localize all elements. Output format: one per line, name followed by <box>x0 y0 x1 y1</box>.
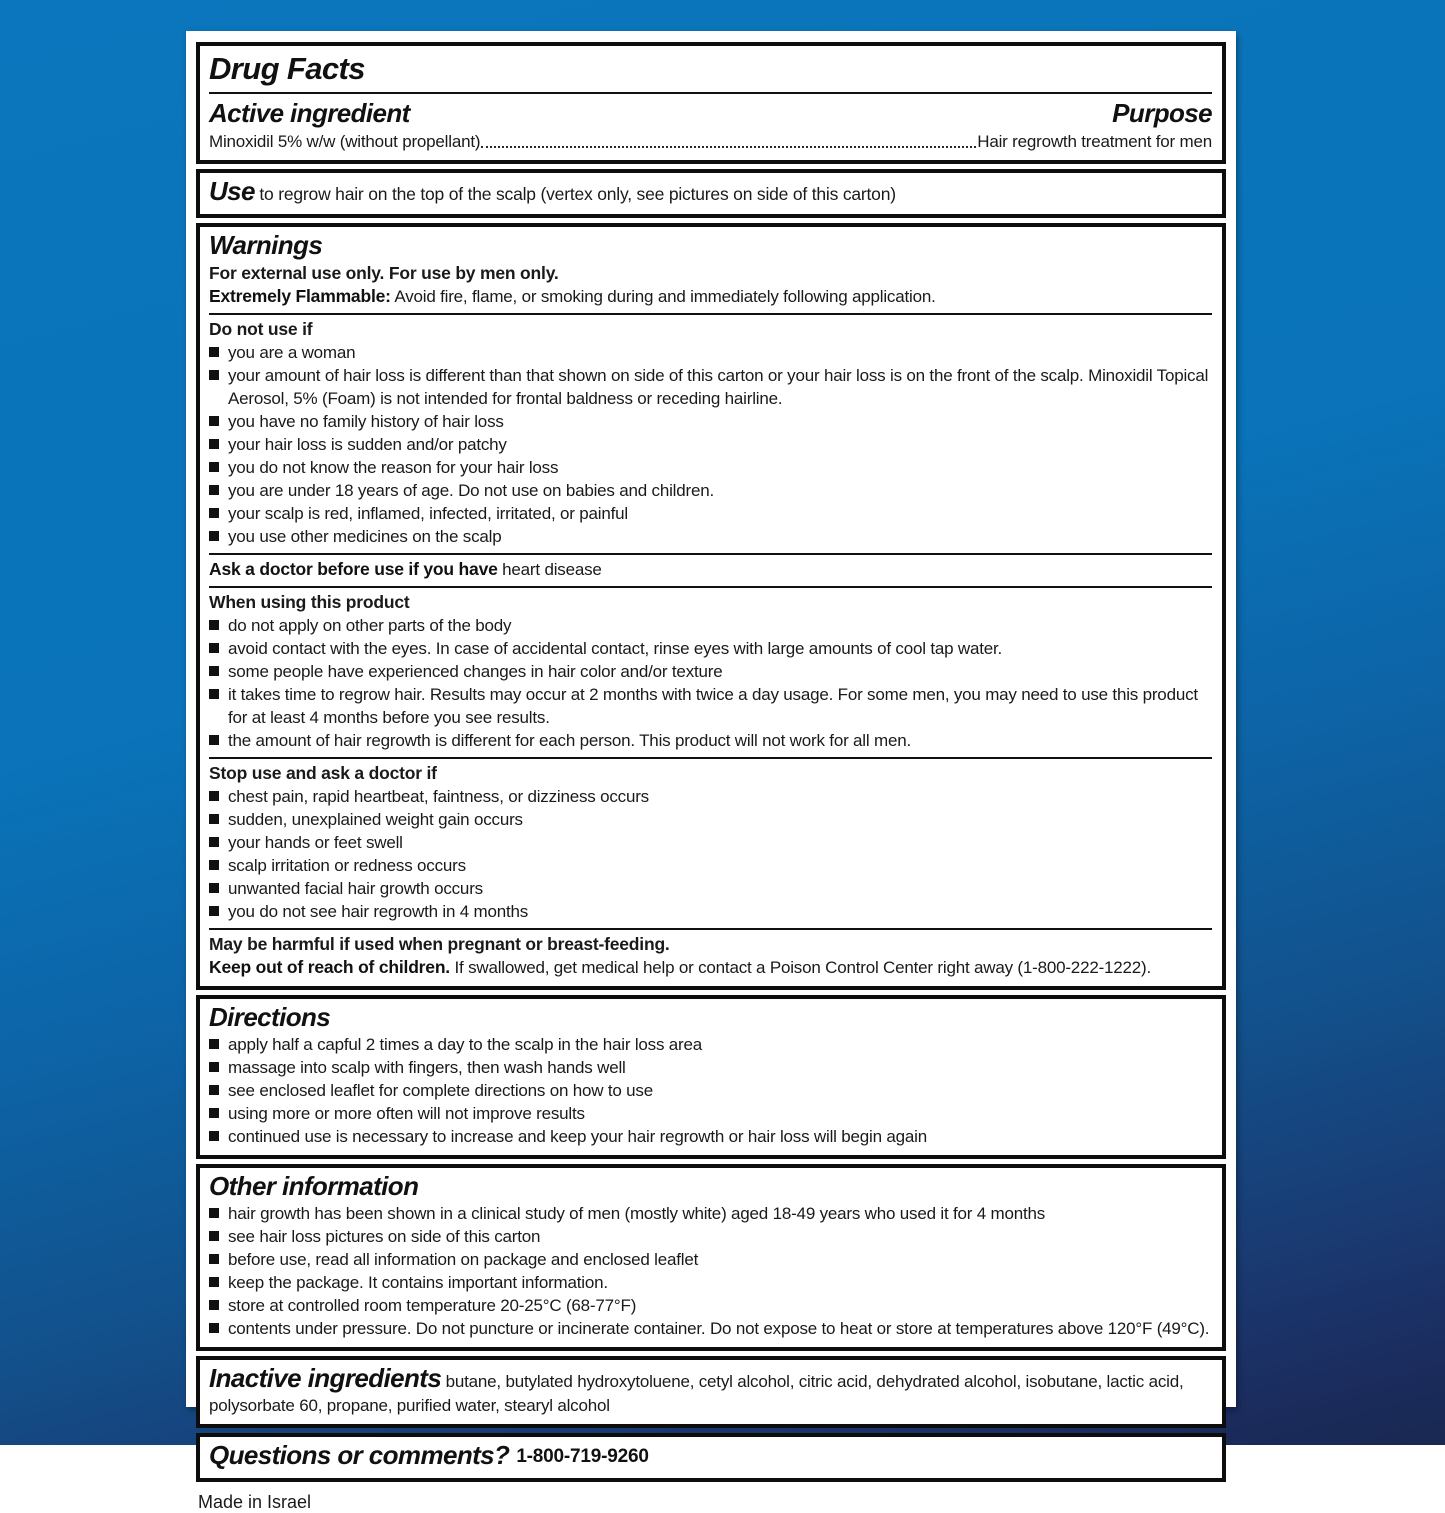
bullet-item <box>209 456 1212 479</box>
bullet-text: you are under 18 years of age. Do not use on babies and children. <box>228 480 715 500</box>
bullet-item <box>209 502 1212 525</box>
use-text: to regrow hair on the top of the scalp (vertex only, see pictures on side of this carton) <box>259 184 896 205</box>
section-other-information <box>196 1164 1226 1351</box>
bullet-square-icon <box>209 860 219 870</box>
bullet-square-icon <box>209 906 219 916</box>
bullet-text: avoid contact with the eyes. In case of accidental contact, rinse eyes with large amounts of cool tap water. <box>228 638 1003 658</box>
bullet-item <box>209 854 1212 877</box>
bullet-text: before use, read all information on package and enclosed leaflet <box>228 1249 699 1269</box>
bullet-item <box>209 1125 1212 1148</box>
subsection-do-not-use <box>209 313 1212 548</box>
bullet-item <box>209 729 1212 752</box>
bullet-text: scalp irritation or redness occurs <box>228 855 466 875</box>
children-text: If swallowed, get medical help or contact a Poison Control Center right away (1-800-222-1222). <box>454 957 1152 977</box>
bullet-text: do not apply on other parts of the body <box>228 615 512 635</box>
bullet-square-icon <box>209 643 219 653</box>
bullet-square-icon <box>209 1039 219 1049</box>
bullet-item <box>209 1056 1212 1079</box>
bullet-item <box>209 479 1212 502</box>
bullet-square-icon <box>209 1277 219 1287</box>
bullet-text: hair growth has been shown in a clinical study of men (mostly white) aged 18-49 years who used it for 4 months <box>228 1203 1046 1223</box>
directions-heading: Directions <box>209 1001 331 1032</box>
bullet-text: sudden, unexplained weight gain occurs <box>228 809 523 829</box>
subsection-when-using <box>209 586 1212 752</box>
questions-line <box>209 1440 1212 1471</box>
bullet-square-icon <box>209 735 219 745</box>
other-information-list <box>209 1202 1212 1340</box>
bullet-square-icon <box>209 1208 219 1218</box>
bullet-text: you use other medicines on the scalp <box>228 526 502 546</box>
subsection-pregnancy-children <box>209 928 1212 979</box>
bullet-square-icon <box>209 1323 219 1333</box>
bullet-square-icon <box>209 620 219 630</box>
bullet-square-icon <box>209 508 219 518</box>
other-information-heading: Other information <box>209 1170 419 1201</box>
bullet-item <box>209 1317 1212 1340</box>
bullet-item <box>209 660 1212 683</box>
bullet-text: your hands or feet swell <box>228 832 403 852</box>
bullet-item <box>209 808 1212 831</box>
bullet-text: your amount of hair loss is different than that shown on side of this carton or your hair loss is on the front of the scalp. Minoxidil Topical Aerosol, 5% (Foam) is not intended for frontal baldness or receding hairline. <box>228 365 1209 408</box>
external-use-statement: For external use only. For use by men only. <box>209 262 559 283</box>
bullet-square-icon <box>209 531 219 541</box>
bullet-text: the amount of hair regrowth is different for each person. This product will not work for all men. <box>228 730 911 750</box>
bullet-item <box>209 1102 1212 1125</box>
questions-heading: Questions or comments? <box>209 1440 510 1471</box>
active-ingredient-row <box>209 129 1212 153</box>
bullet-item <box>209 877 1212 900</box>
bullet-text: see enclosed leaflet for complete directions on how to use <box>228 1080 653 1100</box>
bullet-item <box>209 410 1212 433</box>
active-ingredient-heading: Active ingredient <box>209 98 410 128</box>
bullet-text: continued use is necessary to increase and keep your hair regrowth or hair loss will begin again <box>228 1126 927 1146</box>
warnings-heading: Warnings <box>209 230 323 261</box>
pregnancy-statement: May be harmful if used when pregnant or breast-feeding. <box>209 933 670 954</box>
bullet-text: you do not see hair regrowth in 4 months <box>228 901 529 921</box>
when-using-heading: When using this product <box>209 591 410 612</box>
bullet-item <box>209 785 1212 808</box>
bullet-item <box>209 1248 1212 1271</box>
do-not-use-heading: Do not use if <box>209 318 313 339</box>
inactive-ingredients-heading: Inactive ingredients <box>209 1362 442 1393</box>
dotted-leader <box>481 146 976 148</box>
bullet-square-icon <box>209 1131 219 1141</box>
when-using-list <box>209 614 1212 752</box>
bullet-text: massage into scalp with fingers, then wash hands well <box>228 1057 626 1077</box>
bullet-text: see hair loss pictures on side of this carton <box>228 1226 541 1246</box>
bullet-text: you are a woman <box>228 342 356 362</box>
bullet-square-icon <box>209 814 219 824</box>
active-ingredient-heading-row <box>209 96 1212 129</box>
bullet-square-icon <box>209 689 219 699</box>
bullet-square-icon <box>209 1062 219 1072</box>
bullet-item <box>209 900 1212 923</box>
flammable-statement <box>209 285 1212 308</box>
ask-doctor-text: heart disease <box>502 559 602 579</box>
stop-use-heading: Stop use and ask a doctor if <box>209 762 437 783</box>
bullet-item <box>209 1294 1212 1317</box>
bullet-item <box>209 614 1212 637</box>
bullet-square-icon <box>209 1085 219 1095</box>
bullet-square-icon <box>209 416 219 426</box>
bullet-square-icon <box>209 347 219 357</box>
bullet-text: store at controlled room temperature 20-25°C (68-77°F) <box>228 1295 637 1315</box>
bullet-item <box>209 831 1212 854</box>
bullet-item <box>209 433 1212 456</box>
subsection-stop-use <box>209 757 1212 923</box>
section-directions <box>196 995 1226 1159</box>
bullet-square-icon <box>209 370 219 380</box>
drug-facts-panel <box>186 31 1236 1513</box>
inactive-ingredients-line <box>209 1363 1212 1417</box>
bullet-text: your scalp is red, inflamed, infected, irritated, or painful <box>228 503 628 523</box>
flammable-text: Avoid fire, flame, or smoking during and immediately following application. <box>394 286 936 306</box>
stop-use-list <box>209 785 1212 923</box>
use-heading: Use <box>209 176 255 207</box>
bullet-text: using more or more often will not improve results <box>228 1103 585 1123</box>
drug-facts-title: Drug Facts <box>209 51 365 86</box>
bullet-text: keep the package. It contains important information. <box>228 1272 608 1292</box>
active-ingredient-name: Minoxidil 5% w/w (without propellant) <box>209 132 481 152</box>
bullet-square-icon <box>209 837 219 847</box>
use-line <box>209 176 1212 207</box>
section-questions <box>196 1433 1226 1482</box>
bullet-text: some people have experienced changes in hair color and/or texture <box>228 661 723 681</box>
bullet-square-icon <box>209 791 219 801</box>
bullet-item <box>209 1225 1212 1248</box>
bullet-text: you do not know the reason for your hair loss <box>228 457 559 477</box>
bullet-square-icon <box>209 439 219 449</box>
directions-list <box>209 1033 1212 1148</box>
bullet-item <box>209 1202 1212 1225</box>
section-header <box>196 42 1226 164</box>
bullet-item <box>209 1079 1212 1102</box>
inactive-ingredients-text: butane, butylated hydroxytoluene, cetyl alcohol, citric acid, dehydrated alcohol, isobutane, lactic acid, polysorbate 60, propane, purified water, stearyl alcohol <box>209 1371 1184 1416</box>
bullet-square-icon <box>209 485 219 495</box>
children-statement <box>209 956 1212 979</box>
questions-phone-number: 1-800-719-9260 <box>516 1446 649 1468</box>
made-in-text: Made in Israel <box>198 1492 312 1513</box>
section-warnings <box>196 223 1226 989</box>
bullet-text: chest pain, rapid heartbeat, faintness, or dizziness occurs <box>228 786 649 806</box>
bullet-square-icon <box>209 1300 219 1310</box>
bullet-square-icon <box>209 1231 219 1241</box>
bullet-item <box>209 364 1212 410</box>
purpose-heading: Purpose <box>1112 98 1212 128</box>
bullet-item <box>209 637 1212 660</box>
bullet-square-icon <box>209 883 219 893</box>
bullet-square-icon <box>209 1254 219 1264</box>
bullet-item <box>209 1271 1212 1294</box>
do-not-use-list <box>209 341 1212 548</box>
bullet-square-icon <box>209 462 219 472</box>
bullet-square-icon <box>209 1108 219 1118</box>
bullet-item <box>209 525 1212 548</box>
children-bold: Keep out of reach of children. <box>209 956 450 977</box>
bullet-text: it takes time to regrow hair. Results may occur at 2 months with twice a day usage. For some men, you may need to use this product for at least 4 months before you see results. <box>228 684 1198 727</box>
section-inactive-ingredients <box>196 1356 1226 1428</box>
bullet-item <box>209 1033 1212 1056</box>
ask-doctor-line <box>209 558 1212 581</box>
bullet-item <box>209 683 1212 729</box>
ask-doctor-bold: Ask a doctor before use if you have <box>209 558 498 579</box>
bullet-square-icon <box>209 666 219 676</box>
subsection-ask-doctor <box>209 553 1212 581</box>
bullet-text: apply half a capful 2 times a day to the scalp in the hair loss area <box>228 1034 703 1054</box>
bullet-text: you have no family history of hair loss <box>228 411 504 431</box>
title-divider <box>209 92 1212 94</box>
bullet-text: your hair loss is sudden and/or patchy <box>228 434 507 454</box>
bullet-text: contents under pressure. Do not puncture or incinerate container. Do not expose to heat or store at temperatures above 120°F (49°C). <box>228 1318 1210 1338</box>
flammable-label: Extremely Flammable: <box>209 285 391 306</box>
purpose-value: Hair regrowth treatment for men <box>977 132 1212 152</box>
bullet-text: unwanted facial hair growth occurs <box>228 878 483 898</box>
section-use <box>196 169 1226 218</box>
bullet-item <box>209 341 1212 364</box>
